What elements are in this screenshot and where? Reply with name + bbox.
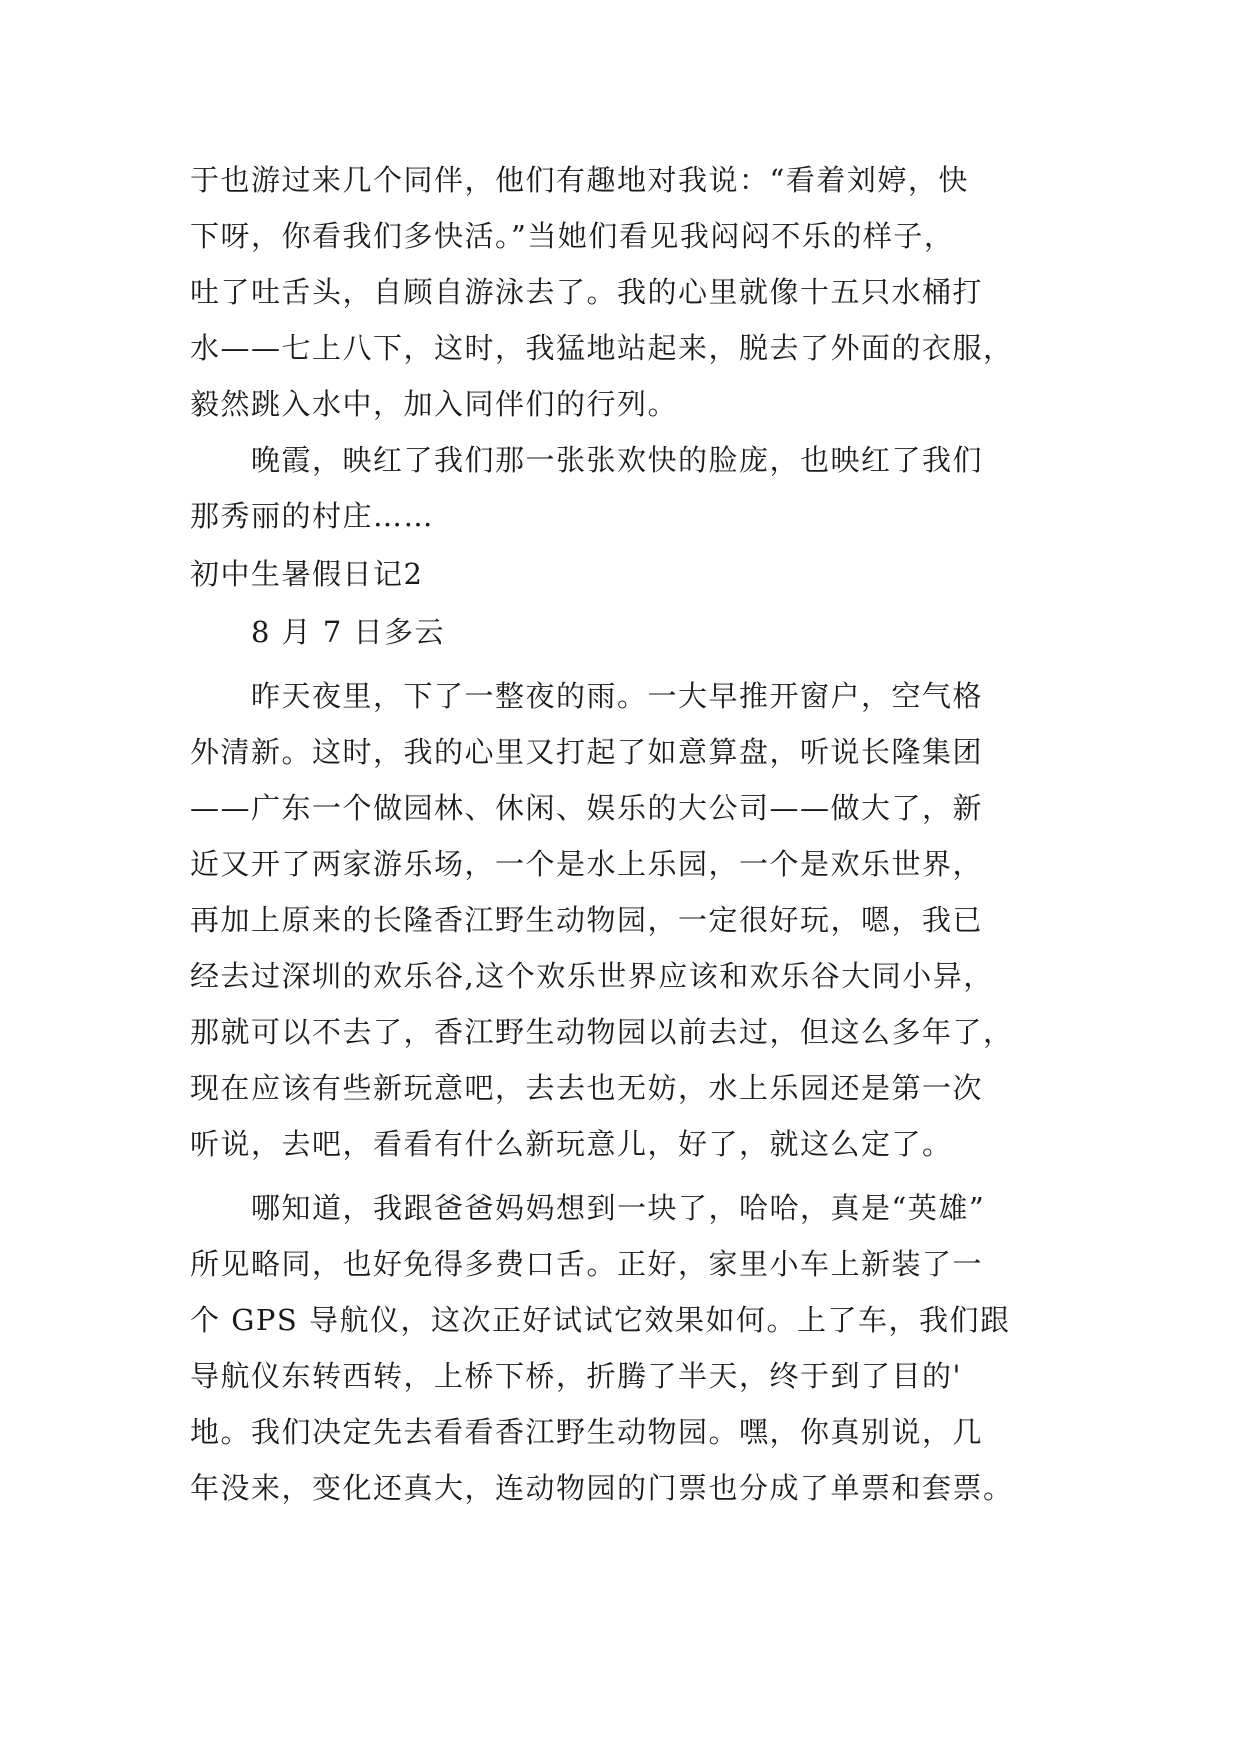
text-line: 外清新。这时，我的心里又打起了如意算盘，听说长隆集团 (190, 735, 984, 769)
document-body (190, 152, 1070, 1516)
text-line: 地。我们决定先去看看香江野生动物园。嘿，你真别说，几 (190, 1415, 984, 1449)
text-line: 于也游过来几个同伴，他们有趣地对我说：“看着刘婷，快 (190, 163, 969, 197)
text-line: 经去过深圳的欢乐谷,这个欢乐世界应该和欢乐谷大同小异， (190, 959, 994, 993)
text-line: 那秀丽的村庄…… (190, 499, 435, 533)
text-line: 那就可以不去了，香江野生动物园以前去过，但这么多年了， (190, 1015, 1014, 1049)
text-line: 年没来，变化还真大，连动物园的门票也分成了单票和套票。 (190, 1471, 1014, 1505)
text-line: 导航仪东转西转，上桥下桥，折腾了半天，终于到了目的' (190, 1359, 962, 1393)
heading-text: 初中生暑假日记2 (190, 557, 424, 591)
text-line: 再加上原来的长隆香江野生动物园，一定很好玩，嗯，我已 (190, 903, 984, 937)
text-line: 晚霞，映红了我们那一张张欢快的脸庞，也映红了我们 (190, 443, 984, 477)
text-line: 水——七上八下，这时，我猛地站起来，脱去了外面的衣服， (190, 331, 1014, 365)
text-line: 昨天夜里，下了一整夜的雨。一大早推开窗户，空气格 (190, 679, 984, 713)
paragraph-3 (190, 668, 1070, 1172)
paragraph-4 (190, 1180, 1070, 1516)
paragraph-spacer (190, 660, 1070, 668)
section-heading (190, 544, 1070, 604)
paragraph-1 (190, 152, 1070, 432)
text-line: 近又开了两家游乐场，一个是水上乐园，一个是欢乐世界， (190, 847, 984, 881)
text-line: 个 GPS 导航仪，这次正好试试它效果如何。上了车，我们跟 (190, 1303, 1011, 1337)
paragraph-2 (190, 432, 1070, 544)
paragraph-spacer (190, 1172, 1070, 1180)
text-line: 吐了吐舌头，自顾自游泳去了。我的心里就像十五只水桶打 (190, 275, 984, 309)
text-line: ——广东一个做园林、休闲、娱乐的大公司——做大了，新 (190, 791, 984, 825)
text-line: 8 月 7 日多云 (190, 615, 446, 649)
text-line: 哪知道，我跟爸爸妈妈想到一块了，哈哈，真是“英雄” (190, 1191, 986, 1225)
text-line: 所见略同，也好免得多费口舌。正好，家里小车上新装了一 (190, 1247, 984, 1281)
text-line: 听说，去吧，看看有什么新玩意儿，好了，就这么定了。 (190, 1127, 953, 1161)
diary-date-line (190, 604, 1070, 660)
text-line: 现在应该有些新玩意吧，去去也无妨，水上乐园还是第一次 (190, 1071, 984, 1105)
text-line: 下呀，你看我们多快活。”当她们看见我闷闷不乐的样子， (190, 219, 955, 253)
text-line: 毅然跳入水中，加入同伴们的行列。 (190, 387, 679, 421)
